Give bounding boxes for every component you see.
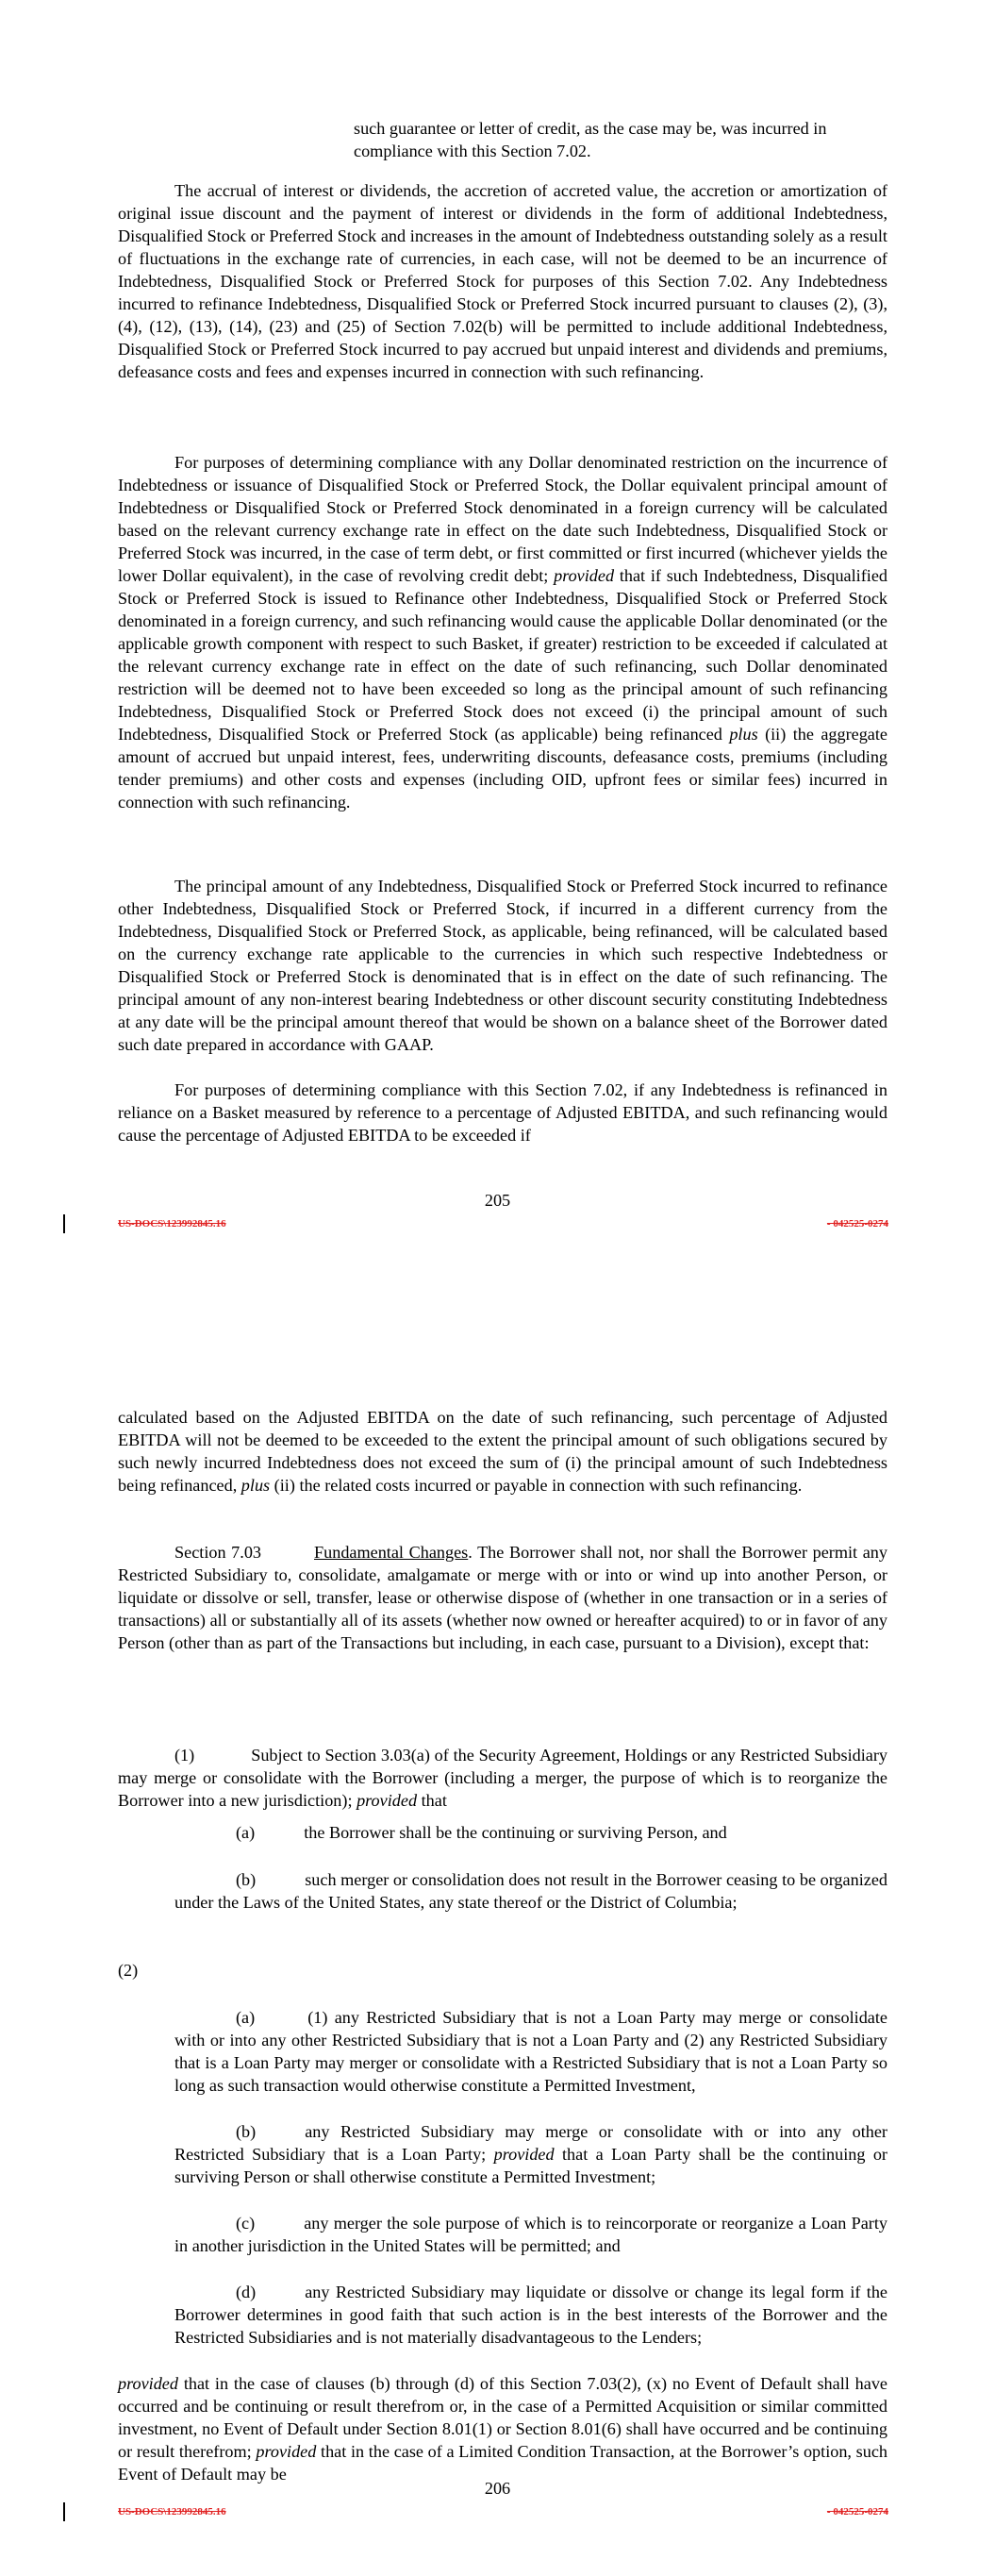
document-page-205 [0,0,995,1283]
paragraph-proviso: provided that in the case of clauses (b) through (d) of this Section 7.03(2), (x) no Event of Default shall have occurred and be continuing or result therefrom or, in the case of a Permitted Acquisition or similar committed investment, no Event of Default under Section 8.01(1) or Section 8.01(6) shall have occurred and be continuing or result therefrom; provided that in the case of a Limited Condition Transaction, at the Borrower’s option, such Event of Default may be [118,2374,888,2484]
doc-id-right: - 042525-0274 [826,2506,888,2517]
clause-2-b: (b) any Restricted Subsidiary may merge or consolidate with or into any other Restricted Subsidiary that is a Loan Party; provided that a Loan Party shall be the continuing or surviving Person or shall otherwise constitute a Permitted Investment; [174,2122,887,2186]
clause-2: (2) [118,1961,139,1980]
clause-2-d: (d) any Restricted Subsidiary may liquidate or dissolve or change its legal form if the Borrower determines in good faith that such action is in the best interests of the Borrower and the Restricted Subsidiaries and is not materially disadvantageous to the Lenders; [174,2283,887,2347]
clause-2-c: (c) any merger the sole purpose of which is to reincorporate or reorganize a Loan Party in another jurisdiction in the United States will be permitted; and [174,2214,887,2255]
clause-1-b: (b) such merger or consolidation does not result in the Borrower ceasing to be organized under the Laws of the United States, any state thereof or the District of Columbia; [174,1870,887,1912]
section-7-03-fundamental-changes: Section 7.03 Fundamental Changes. The Borrower shall not, nor shall the Borrower permit any Restricted Subsidiary to, consolidate, amalgamate or merge with or into or wind up into another Person, or liquidate or dissolve or sell, transfer, lease or otherwise dispose of (whether in one transaction or in a series of transactions) all or substantially all of its assets (whether now owned or hereafter acquired) to or in favor of any Person (other than as part of the Transactions but including, in each case, pursuant to a Division), except that: [118,1543,887,1652]
page-number: 205 [484,1191,511,1210]
revision-bar [63,2502,65,2521]
paragraph-dollar-restriction: For purposes of determining compliance with any Dollar denominated restriction on the incurrence of Indebtedness or issuance of Disqualified Stock or Preferred Stock, the Dollar equivalent principal amount of Indebtedness or Disqualified Stock or Preferred Stock denominated in a foreign currency will be calculated based on the relevant currency exchange rate in effect on the date such Indebtedness, Disqualified Stock or Preferred Stock was incurred, in the case of term debt, or first committed or first incurred (whichever yields the lower Dollar equivalent), in the case of revolving credit debt; provided that if such Indebtedness, Disqualified Stock or Preferred Stock is issued to Refinance other Indebtedness, Disqualified Stock or Preferred Stock denominated in a foreign currency, and such refinancing would cause the applicable Dollar denominated (or the applicable growth component with respect to such Basket, if greater) restriction to be exceeded if calculated at the relevant currency exchange rate in effect on the date of such refinancing, such Dollar denominated restriction will be deemed not to have been exceeded so long as the principal amount of such refinancing Indebtedness, Disqualified Stock or Preferred Stock does not exceed (i) the principal amount of such Indebtedness, Disqualified Stock or Preferred Stock (as applicable) being refinanced plus (ii) the aggregate amount of accrued but unpaid interest, fees, underwriting discounts, defeasance costs, premiums (including tender premiums) and other costs and expenses (including OID, upfront fees or similar fees) incurred in connection with such refinancing. [118,453,888,811]
doc-id-right: - 042525-0274 [826,1218,888,1229]
paragraph-adjusted-ebitda: For purposes of determining compliance with this Section 7.02, if any Indebtedness is refinanced in reliance on a Basket measured by reference to a percentage of Adjusted EBITDA, and such refinancing would cause the percentage of Adjusted EBITDA to be exceeded if [118,1080,887,1145]
doc-id-left: US-DOCS\123992845.16 [118,2506,226,2517]
paragraph-guarantee: such guarantee or letter of credit, as the case may be, was incurred in compliance with this Section 7.02. [354,119,827,160]
paragraph-principal-amount: The principal amount of any Indebtedness, Disqualified Stock or Preferred Stock incurred to refinance other Indebtedness, Disqualified Stock or Preferred Stock, if incurred in a different currency from the Indebtedness, Disqualified Stock or Preferred Stock, as applicable, being refinanced, will be calculated based on the currency exchange rate applicable to the currencies in which such respective Indebtedness or Disqualified Stock or Preferred Stock is denominated that is in effect on the date of such refinancing. The principal amount of any non-interest bearing Indebtedness or other discount security constituting Indebtedness at any date will be the principal amount thereof that would be shown on a balance sheet of the Borrower dated such date prepared in accordance with GAAP. [118,877,887,1054]
document-page-206 [0,1283,995,2576]
page-number: 206 [484,2479,511,2498]
paragraph-calculated-ebitda: calculated based on the Adjusted EBITDA on the date of such refinancing, such percentage of Adjusted EBITDA will not be deemed to be exceeded to the extent the principal amount of such obligations secured by such newly incurred Indebtedness does not exceed the sum of (i) the principal amount of such Indebtedness being refinanced, plus (ii) the related costs incurred or payable in connection with such refinancing. [118,1408,887,1495]
section-title: Fundamental Changes [314,1543,469,1562]
doc-id-left: US-DOCS\123992845.16 [118,1218,226,1229]
clause-1-a: (a) the Borrower shall be the continuing or surviving Person, and [236,1823,727,1842]
section-number: Section 7.03 [174,1543,262,1562]
clause-2-a: (a) (1) any Restricted Subsidiary that is not a Loan Party may merge or consolidate with or into any other Restricted Subsidiary that is not a Loan Party and (2) any Restricted Subsidiary that is a Loan Party may merger or consolidate with a Restricted Subsidiary that is not a Loan Party so long as such transaction would otherwise constitute a Permitted Investment, [174,2008,887,2095]
paragraph-accrual: The accrual of interest or dividends, the accretion of accreted value, the accretion or amortization of original issue discount and the payment of interest or dividends in the form of additional Indebtedness, Disqualified Stock or Preferred Stock and increases in the amount of Indebtedness outstanding solely as a result of fluctuations in the exchange rate of currencies, in each case, will not be deemed to be an incurrence of Indebtedness, Disqualified Stock or Preferred Stock for purposes of this Section 7.02. Any Indebtedness incurred to refinance Indebtedness, Disqualified Stock or Preferred Stock incurred pursuant to clauses (2), (3), (4), (12), (13), (14), (23) and (25) of Section 7.02(b) will be permitted to include additional Indebtedness, Disqualified Stock or Preferred Stock incurred to pay accrued but unpaid interest and dividends and premiums, defeasance costs and fees and expenses incurred in connection with such refinancing. [118,181,887,381]
clause-1: (1) Subject to Section 3.03(a) of the Security Agreement, Holdings or any Restricted Subsidiary may merge or consolidate with the Borrower (including a merger, the purpose of which is to reorganize the Borrower into a new jurisdiction); provided that [118,1746,887,1810]
revision-bar [63,1214,65,1233]
